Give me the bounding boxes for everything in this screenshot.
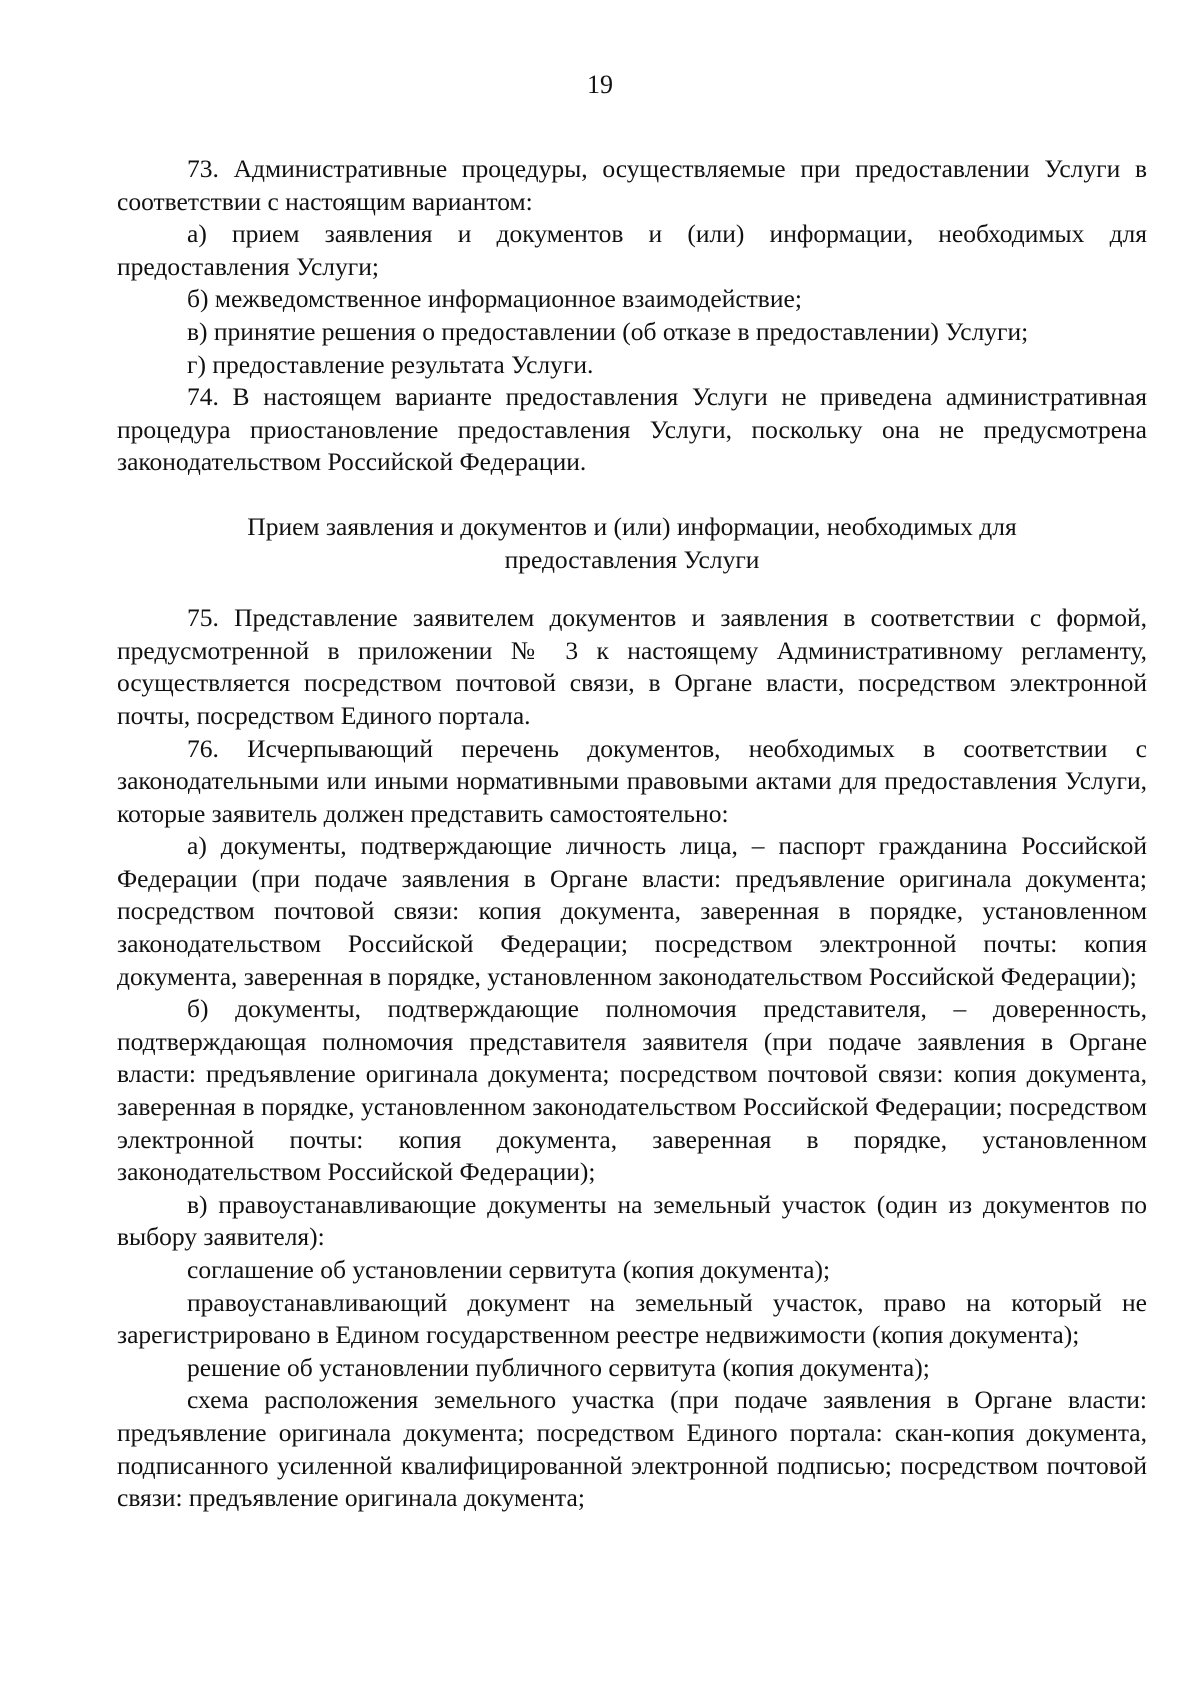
paragraph-74: 74. В настоящем варианте предоставления Услуги не приведена административная процедура приостановление предоставления Услуги, поскольку она не предусмотрена законодательством Российской Федерации.	[117, 382, 1147, 477]
list-item-v-land-documents: в) правоустанавливающие документы на земельный участок (один из документов по выбору заявителя):	[117, 1189, 1147, 1252]
list-item-a-passport: а) документы, подтверждающие личность лица, – паспорт гражданина Российской Федерации (при подаче заявления в Органе власти: предъявление оригинала документа; посредством почтовой связи: копия документа, заверенная в порядке, установленном законодательством Российской Федерации; посредством электронной почты: копия документа, заверенная в порядке, установленном законодательством Российской Федерации);	[117, 831, 1147, 991]
list-item-a: а) прием заявления и документов и (или) информации, необходимых для предоставления Услуги;	[117, 219, 1147, 281]
list-item-b: б) межведомственное информационное взаимодействие;	[187, 284, 802, 314]
sub-item-title-document: правоустанавливающий документ на земельный участок, право на который не зарегистрировано в Едином государственном реестре недвижимости (копия документа);	[117, 1287, 1147, 1350]
paragraph-75: 75. Представление заявителем документов и заявления в соответствии с формой, предусмотренной в приложении № 3 к настоящему Административному регламенту, осуществляется посредством почтовой связи, в Органе власти, посредством электронной почты, посредством Единого портала.	[117, 603, 1147, 730]
list-item-b-power-of-attorney: б) документы, подтверждающие полномочия представителя, – доверенность, подтверждающая полномочия представителя заявителя (при подаче заявления в Органе власти: предъявление оригинала документа; посредством почтовой связи: копия документа, заверенная в порядке, установленном законодательством Российской Федерации; посредством электронной почты: копия документа, заверенная в порядке, установленном законодательством Российской Федерации);	[117, 994, 1147, 1187]
sub-item-servitude-agreement: соглашение об установлении сервитута (копия документа);	[187, 1255, 831, 1284]
sub-item-land-plot-scheme: схема расположения земельного участка (при подаче заявления в Органе власти: предъявление оригинала документа; посредством Единого портала: скан-копия документа, подписанного усиленной квалифицированной электронной подписью; посредством почтовой связи: предъявление оригинала документа;	[117, 1385, 1147, 1513]
paragraph-76: 76. Исчерпывающий перечень документов, необходимых в соответствии с законодательными или иными нормативными правовыми актами для предоставления Услуги, которые заявитель должен представить самостоятельно:	[117, 733, 1147, 828]
page-number: 19	[587, 70, 613, 99]
document-body	[117, 153, 1147, 1515]
paragraph-73: 73. Административные процедуры, осуществляемые при предоставлении Услуги в соответствии с настоящим вариантом:	[117, 154, 1147, 216]
list-item-g: г) предоставление результата Услуги.	[187, 349, 594, 379]
list-item-v: в) принятие решения о предоставлении (об отказе в предоставлении) Услуги;	[187, 316, 1029, 346]
section-heading: Прием заявления и документов и (или) информации, необходимых для предоставления Услуги	[247, 511, 1017, 574]
sub-item-public-servitude: решение об установлении публичного сервитута (копия документа);	[187, 1352, 930, 1382]
